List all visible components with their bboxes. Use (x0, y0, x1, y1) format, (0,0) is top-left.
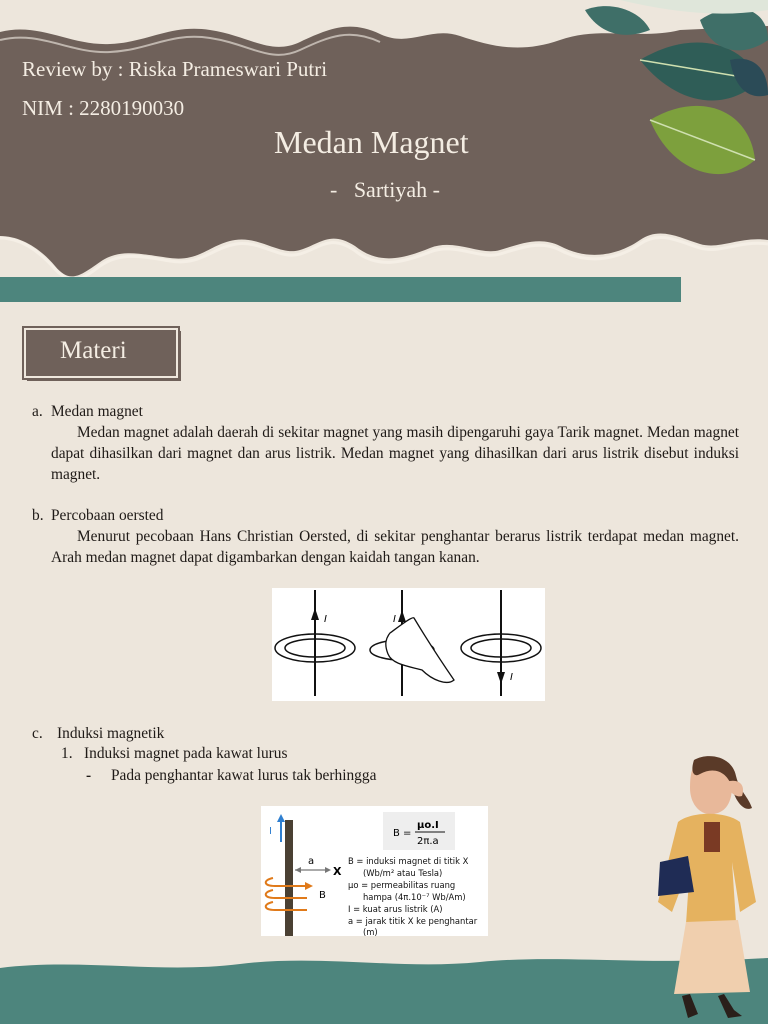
section-b-marker: b. (32, 507, 44, 524)
legend-line-3: μo = permeabilitas ruang (348, 880, 456, 890)
teal-divider-bar (0, 277, 681, 302)
formula-numerator: μo.I (417, 820, 439, 831)
woman-illustration (628, 752, 768, 1024)
hand-icon (386, 618, 454, 683)
legend-line-7: (m) (363, 927, 378, 936)
formula-denominator: 2π.a (417, 836, 439, 847)
subsection-1-marker: 1. (61, 745, 73, 762)
formula-lhs: B = (393, 828, 412, 839)
section-c-heading: Induksi magnetik (57, 725, 165, 742)
legend-line-2: (Wb/m² atau Tesla) (363, 868, 443, 878)
legend-line-5: I = kuat arus listrik (A) (348, 904, 443, 914)
section-a-paragraph: Medan magnet adalah daerah di sekitar magnet yang masih dipengaruhi gaya Tarik magnet. Medan magnet dapat dihasilkan dari magnet dan arus listrik. Medan magnet yang dihasilkan dari arus listrik disebut induksi magnet. (51, 424, 739, 483)
bullet-marker: - (86, 767, 92, 784)
fig1-label-1: I (324, 614, 327, 625)
right-hand-rule-figure (272, 588, 545, 701)
bullet-text: Pada penghantar kawat lurus tak berhingga (111, 767, 377, 784)
distance-label: a (308, 856, 315, 867)
point-label: X (333, 865, 342, 878)
section-label: Materi (60, 337, 127, 364)
field-label: B (319, 890, 326, 901)
fig1-label-3: I (510, 672, 513, 683)
current-label: I (269, 826, 272, 837)
author-name: - Sartiyah - (330, 177, 440, 202)
section-b-heading: Percobaan oersted (51, 507, 164, 524)
straight-wire-figure (261, 806, 488, 936)
section-a-heading: Medan magnet (51, 403, 143, 420)
section-c-marker: c. (32, 725, 43, 742)
document-title: Medan Magnet (274, 124, 469, 160)
student-nim: NIM : 2280190030 (22, 96, 185, 120)
legend-line-1: B = induksi magnet di titik X (348, 856, 469, 866)
section-a-marker: a. (32, 403, 43, 420)
subsection-1-heading: Induksi magnet pada kawat lurus (84, 745, 288, 762)
section-b-paragraph: Menurut pecobaan Hans Christian Oersted, di sekitar penghantar berarus listrik terdapat medan magnet. Arah medan magnet dapat digambarkan dengan kaidah tangan kanan. (51, 528, 739, 566)
fig1-label-2: I (393, 614, 396, 625)
reviewer-name: Review by : Riska Prameswari Putri (22, 57, 328, 81)
legend-line-4: hampa (4π.10⁻⁷ Wb/Am) (363, 892, 466, 902)
legend-line-6: a = jarak titik X ke penghantar (348, 916, 478, 926)
